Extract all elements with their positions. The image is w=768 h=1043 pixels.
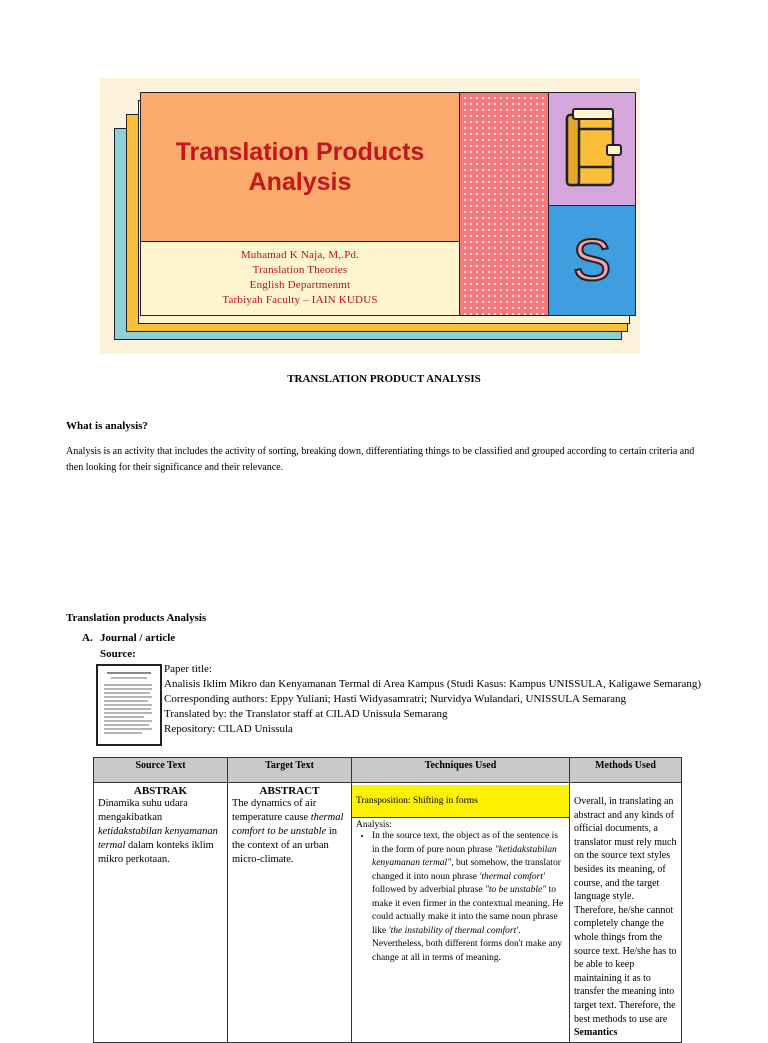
cover-card-right xyxy=(549,93,635,315)
thumb-line xyxy=(104,724,149,726)
cover-title-area xyxy=(141,93,459,242)
source-label: Source: xyxy=(100,648,136,660)
target-text-italic: thermal comfort to be unstable xyxy=(232,812,344,837)
thumb-line xyxy=(104,732,142,734)
cover-tile-purple xyxy=(549,93,635,206)
analysis-text: followed by adverbial phrase xyxy=(372,885,485,895)
analysis-text: to make it even firmer in the contextual meaning. He could actually make it into the same noun phrase like xyxy=(372,885,564,936)
method-bold: Semantics xyxy=(574,1027,618,1039)
cover-card-left xyxy=(141,93,460,315)
analysis-list xyxy=(352,830,569,965)
header-techniques-used: Techniques Used xyxy=(352,758,570,783)
cover-title-line2: Analysis xyxy=(248,168,352,196)
target-heading: ABSTRACT xyxy=(259,785,320,797)
document-title: TRANSLATION PRODUCT ANALYSIS xyxy=(287,373,481,385)
source-text-part: Dinamika suhu udara mengakibatkan xyxy=(98,798,188,823)
paper-thumbnail xyxy=(96,664,162,746)
thumb-line xyxy=(104,708,151,710)
cover-course: Translation Theories xyxy=(252,264,348,276)
cover-faculty: Tarbiyah Faculty – IAIN KUDUS xyxy=(222,294,378,306)
cover-dot-pattern xyxy=(460,93,549,315)
cover-author: Muhamad K Naja, M,.Pd. xyxy=(240,249,360,261)
analysis-text: , but somehow, the translator changed it into noun phrase xyxy=(372,858,561,882)
analysis-point xyxy=(372,830,565,965)
paper-authors: Corresponding authors: Eppy Yuliani; Hasti Widyasamratri; Nurvidya Wulandari, UNISSULA Semarang xyxy=(164,693,627,705)
thumb-line xyxy=(104,684,152,686)
analysis-table xyxy=(93,757,682,1043)
thumb-line xyxy=(104,712,152,714)
thumb-line xyxy=(107,672,151,674)
analysis-label: Analysis: xyxy=(356,820,392,830)
header-target-text: Target Text xyxy=(228,758,352,783)
method-text: Overall, in translating an abstract and any kinds of official documents, a translator must rely much on the source text styles besides its meaning, of course, and the target language style. Therefore, he/she cannot completely change the whole things from the source text. He/she has to be able to keep maintaining it as to transfer the meaning into target text. Therefore, the best methods to use are xyxy=(574,796,677,1025)
paper-info xyxy=(164,662,701,737)
analysis-text: . Nevertheless, both different forms don't make any change at all in terms of meaning. xyxy=(372,925,563,963)
analysis-italic: "ketidakstabilan kenyamanan termal" xyxy=(372,844,557,868)
technique-label: Transposition: Shifting in forms xyxy=(352,785,569,818)
thumb-line xyxy=(104,696,152,698)
cover-card xyxy=(140,92,636,316)
cover-tile-blue xyxy=(549,206,635,315)
source-text-italic: ketidakstabilan kenyamanan termal xyxy=(98,826,218,851)
analysis-italic: 'the instability of thermal comfort' xyxy=(388,925,519,936)
cover-title xyxy=(176,137,425,197)
thumb-line xyxy=(104,704,152,706)
thumb-line xyxy=(104,728,152,730)
list-item-journal xyxy=(82,632,175,644)
analysis-question-heading: What is analysis? xyxy=(66,420,148,432)
paper-title: Analisis Iklim Mikro dan Kenyamanan Termal di Area Kampus (Studi Kasus: Kampus UNISSULA, Kaligawe Semarang) xyxy=(164,678,702,690)
table-header-row xyxy=(94,758,682,783)
table-row xyxy=(94,783,682,1043)
cover-department: English Departmenmt xyxy=(249,279,351,291)
thumb-line xyxy=(104,692,150,694)
target-text-part: The dynamics of air temperature cause xyxy=(232,798,317,823)
cover-author-info xyxy=(141,242,459,315)
cover-letter-s: S xyxy=(572,227,612,293)
thumb-line xyxy=(104,716,144,718)
list-item-letter: A. xyxy=(82,632,93,644)
thumb-line xyxy=(104,700,148,702)
source-heading: ABSTRAK xyxy=(133,785,188,797)
target-text-part: in the context of an urban micro-climate. xyxy=(232,826,337,865)
source-text-cell xyxy=(94,783,228,1043)
techniques-cell xyxy=(352,783,570,1043)
header-methods-used: Methods Used xyxy=(570,758,682,783)
thumb-line xyxy=(111,677,147,679)
cover-title-line1: Translation Products xyxy=(175,138,425,166)
list-item-label: Journal / article xyxy=(100,632,176,644)
thumb-line xyxy=(104,688,152,690)
target-paragraph xyxy=(232,797,347,867)
paper-translator: Translated by: the Translator staff at CILAD Unissula Semarang xyxy=(164,708,448,720)
methods-cell xyxy=(570,783,682,1043)
header-source-text: Source Text xyxy=(94,758,228,783)
analysis-italic: 'thermal comfort' xyxy=(479,871,545,882)
cover-banner xyxy=(100,78,640,354)
analysis-italic: "to be unstable" xyxy=(484,885,547,895)
source-text-part: dalam konteks iklim mikro perkotaan. xyxy=(98,840,214,865)
thumb-line xyxy=(104,720,152,722)
section-heading: Translation products Analysis xyxy=(66,612,207,624)
source-paragraph xyxy=(98,797,223,867)
target-text-cell xyxy=(228,783,352,1043)
analysis-text: In the source text, the object as of the sentence is in the form of pure noun phrase xyxy=(372,831,558,855)
analysis-definition: Analysis is an activity that includes the activity of sorting, breaking down, differentiating things to be classified and grouped according to certain criteria and then looking for their significance and their relevance. xyxy=(66,446,695,473)
paper-repository: Repository: CILAD Unissula xyxy=(164,723,293,735)
book-icon xyxy=(557,105,629,193)
paper-title-label: Paper title: xyxy=(164,663,212,675)
